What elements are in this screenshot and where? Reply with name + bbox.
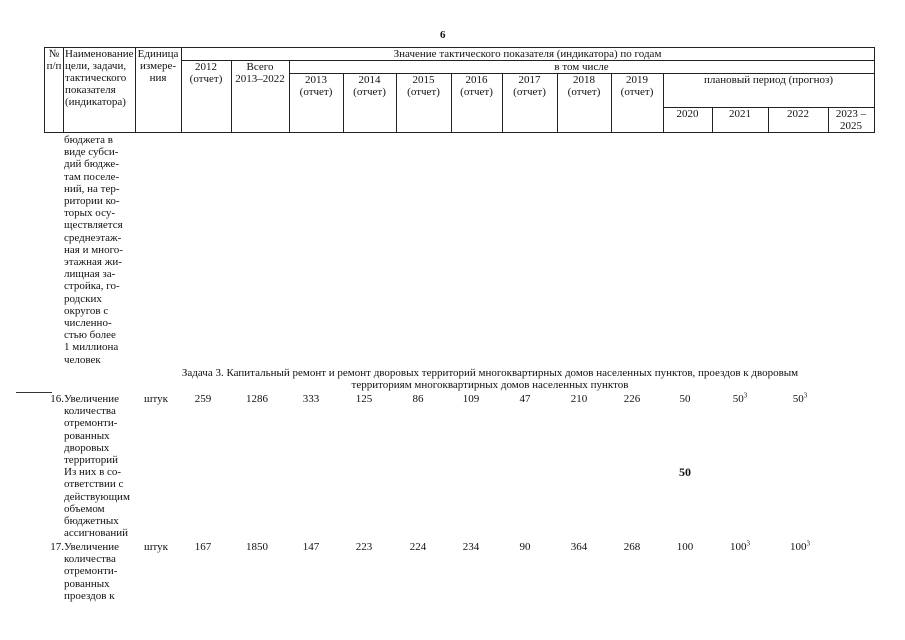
row-17-2020: 100: [676, 541, 694, 553]
row-16-2015: 86: [412, 393, 424, 405]
row-17-2013: 147: [302, 541, 320, 553]
text-line: бюджетных: [64, 515, 119, 528]
col-2023-2025-header: 2023 – 2025: [828, 108, 874, 133]
row-17-2014: 223: [355, 541, 373, 553]
text-line: дворовых: [64, 441, 110, 454]
row-16-total: 1286: [246, 393, 268, 405]
text-line: виде субси-: [64, 146, 119, 159]
text-line: ритории ко-: [64, 195, 120, 208]
row-16-unit: штук: [144, 393, 168, 405]
continued-indicator-name: [64, 134, 134, 366]
col-2014-header: 2014 (отчет): [343, 74, 396, 133]
col-2017-header: 2017 (отчет): [502, 74, 557, 133]
row-17-number: 17.: [50, 541, 64, 553]
footnote-ref: 3: [806, 539, 810, 548]
col-total-header: Всего 2013–2022: [231, 61, 289, 133]
row-17-2018: 364: [570, 541, 588, 553]
text-line: проездов к: [64, 589, 115, 602]
col-2012-header: 2012 (отчет): [181, 61, 231, 133]
col-2019-header: 2019 (отчет): [611, 74, 663, 133]
col-name-header: Наименование цели, задачи, тактического показателя (индикатора): [64, 48, 136, 133]
text-line: округов с: [64, 304, 109, 317]
text-line: отремонти-: [64, 565, 118, 578]
row-16-sub-2020: 50: [679, 465, 691, 479]
text-line: среднеэтаж-: [64, 231, 122, 244]
row-17-2016: 234: [462, 541, 480, 553]
text-line: отремонти-: [64, 417, 118, 430]
text-line: торых осу-: [64, 207, 115, 220]
text-line: ний, на тер-: [64, 182, 120, 195]
row-16-2019: 226: [623, 393, 641, 405]
text-line: там поселе-: [64, 170, 120, 183]
value: 50: [732, 393, 744, 405]
value: 50: [792, 393, 804, 405]
text-line: человек: [64, 353, 101, 366]
footnote-ref: 3: [803, 391, 808, 400]
row-16-2022: [780, 393, 820, 405]
including-header: в том числе: [289, 61, 874, 74]
row-16-2014: 125: [355, 393, 373, 405]
row-16-2020: 50: [679, 393, 691, 405]
text-line: 1 миллиона: [64, 341, 119, 354]
value: 100: [730, 541, 747, 553]
row-16-2018: 210: [570, 393, 588, 405]
text-line: численно-: [64, 317, 112, 330]
text-line: объемом: [64, 502, 105, 515]
col-num-header: № п/п: [45, 48, 64, 133]
col-2015-header: 2015 (отчет): [396, 74, 451, 133]
text-line: ществляется: [64, 219, 123, 232]
row-16-name: [64, 393, 134, 539]
text-line: стью более: [64, 329, 116, 342]
task-3-heading: Задача 3. Капитальный ремонт и ремонт дворовых территорий многоквартирных домов населенных пунктов, проездов к дворовым территориям многоквартирных домов населенных пунктов: [181, 367, 799, 391]
row-16-2013: 333: [302, 393, 320, 405]
text-line: Увеличение: [64, 393, 120, 405]
row-17-2017: 90: [519, 541, 531, 553]
page-number: 6: [440, 29, 446, 41]
text-line: родских: [64, 292, 102, 305]
text-line: стройка, го-: [64, 280, 120, 293]
header-table: [44, 47, 875, 133]
text-line: действующим: [64, 490, 130, 503]
row-16-2016: 109: [462, 393, 480, 405]
text-line: рованных: [64, 429, 110, 442]
row-17-2022: [780, 541, 820, 553]
text-line: лищная за-: [64, 268, 116, 281]
col-2013-header: 2013 (отчет): [289, 74, 343, 133]
row-17-unit: штук: [144, 541, 168, 553]
row-16-2012: 259: [194, 393, 212, 405]
row-17-2019: 268: [623, 541, 641, 553]
footnote-ref: 3: [746, 539, 750, 548]
text-line: территорий: [64, 454, 119, 467]
footnote-ref: 3: [743, 391, 748, 400]
text-line: количества: [64, 553, 116, 566]
plan-period-header: плановый период (прогноз): [663, 74, 874, 108]
text-line: ная и много-: [64, 243, 123, 256]
text-line: Из них в со-: [64, 466, 122, 479]
col-2018-header: 2018 (отчет): [557, 74, 611, 133]
row-16-2017: 47: [519, 393, 531, 405]
row-16-number: 16.: [50, 393, 64, 405]
text-line: бюджета в: [64, 134, 113, 146]
values-by-year-header: Значение тактического показателя (индикатора) по годам: [181, 48, 874, 61]
row-17-2021: [720, 541, 760, 553]
row-17-2015: 224: [409, 541, 427, 553]
row-17-name: [64, 541, 134, 602]
row-16-2021: [720, 393, 760, 405]
text-line: ответствии с: [64, 478, 124, 491]
col-2020-header: 2020: [663, 108, 712, 133]
col-2016-header: 2016 (отчет): [451, 74, 502, 133]
text-line: дий бюдже-: [64, 158, 119, 171]
text-line: количества: [64, 405, 116, 418]
col-unit-header: Единица измере-ния: [135, 48, 181, 133]
col-2021-header: 2021: [712, 108, 768, 133]
text-line: ассигнований: [64, 527, 129, 540]
col-2022-header: 2022: [768, 108, 828, 133]
value: 100: [790, 541, 807, 553]
text-line: этажная жи-: [64, 256, 122, 269]
row-17-2012: 167: [194, 541, 212, 553]
row-17-total: 1850: [246, 541, 268, 553]
text-line: рованных: [64, 577, 110, 590]
text-line: Увеличение: [64, 541, 120, 553]
